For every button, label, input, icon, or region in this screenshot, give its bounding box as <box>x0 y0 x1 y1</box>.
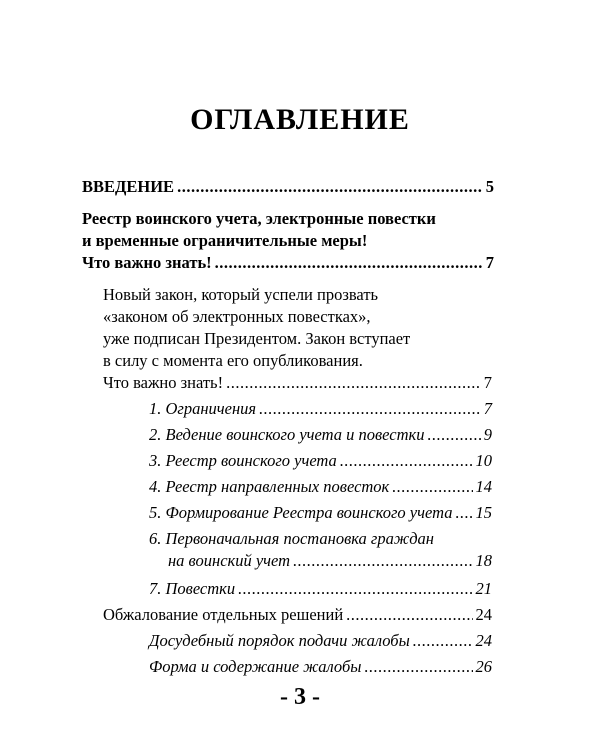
toc-leader <box>455 502 472 524</box>
toc-leader <box>177 176 483 198</box>
toc-leader <box>238 578 472 600</box>
toc-label: Что важно знать! <box>103 373 224 392</box>
toc-label: ВВЕДЕНИЕ <box>82 177 175 196</box>
toc-entry-registry[interactable] <box>82 252 494 274</box>
toc-label: 4. Реестр направленных повесток <box>149 477 390 496</box>
toc-entry-registry-record[interactable] <box>149 450 492 472</box>
toc-page: 18 <box>475 551 492 570</box>
toc-leader <box>364 656 472 678</box>
toc-entry-restrictions[interactable] <box>149 398 492 420</box>
toc-label: Что важно знать! <box>82 253 212 272</box>
toc-leader <box>340 450 473 472</box>
toc-page: 7 <box>483 373 492 392</box>
toc-entry-appeals[interactable] <box>103 604 492 626</box>
toc-entry-initial-registration[interactable] <box>168 550 492 572</box>
toc-page: 7 <box>483 399 492 418</box>
toc-label: Обжалование отдельных решений <box>103 605 344 624</box>
toc-leader <box>413 630 473 652</box>
toc-page: 24 <box>475 605 492 624</box>
toc-label: Форма и содержание жалобы <box>149 657 362 676</box>
toc-page: 9 <box>483 425 492 444</box>
toc-entry-summons[interactable] <box>149 578 492 600</box>
toc-entry-military-registration[interactable] <box>149 424 492 446</box>
toc-page: 21 <box>475 579 492 598</box>
page-title: ОГЛАВЛЕНИЕ <box>190 103 410 136</box>
toc-leader <box>215 252 483 274</box>
toc-label-line: уже подписан Президентом. Закон вступает <box>103 329 411 348</box>
toc-page: 5 <box>485 177 494 196</box>
toc-entry-summons-registry[interactable] <box>149 476 492 498</box>
toc-entry-complaint-form[interactable] <box>149 656 492 678</box>
toc-page: 24 <box>475 631 492 650</box>
toc-leader <box>226 372 481 394</box>
toc-label-line: в силу с момента его опубликования. <box>103 351 363 370</box>
toc-label: 7. Повестки <box>149 579 236 598</box>
toc-label: на воинский учет <box>168 551 291 570</box>
toc-label: 2. Ведение воинского учета и повестки <box>149 425 425 444</box>
toc-leader <box>428 424 481 446</box>
toc-entry-new-law[interactable] <box>103 372 492 394</box>
page-number: - 3 - <box>280 684 320 710</box>
toc-label: 5. Формирование Реестра воинского учета <box>149 503 453 522</box>
toc-leader <box>392 476 472 498</box>
toc-leader <box>293 550 472 572</box>
toc-entry-registry-formation[interactable] <box>149 502 492 524</box>
toc-page: 10 <box>475 451 492 470</box>
toc-label-line: Новый закон, который успели прозвать <box>103 285 379 304</box>
toc-label: Досудебный порядок подачи жалобы <box>149 631 410 650</box>
toc-page: 26 <box>475 657 492 676</box>
toc-label-line: Реестр воинского учета, электронные повестки <box>82 209 436 228</box>
toc-leader <box>346 604 472 626</box>
toc-page: 14 <box>475 477 492 496</box>
toc-label-line: 6. Первоначальная постановка граждан <box>149 529 434 548</box>
toc-label: 3. Реестр воинского учета <box>149 451 337 470</box>
toc-label: 1. Ограничения <box>149 399 257 418</box>
toc-page: 15 <box>475 503 492 522</box>
toc-leader <box>259 398 481 420</box>
toc-entry-pretrial-complaint[interactable] <box>149 630 492 652</box>
toc-label-line: «законом об электронных повестках», <box>103 307 371 326</box>
toc-page: 7 <box>485 253 494 272</box>
toc-label-line: и временные ограничительные меры! <box>82 231 368 250</box>
toc-entry-introduction[interactable] <box>82 176 494 198</box>
